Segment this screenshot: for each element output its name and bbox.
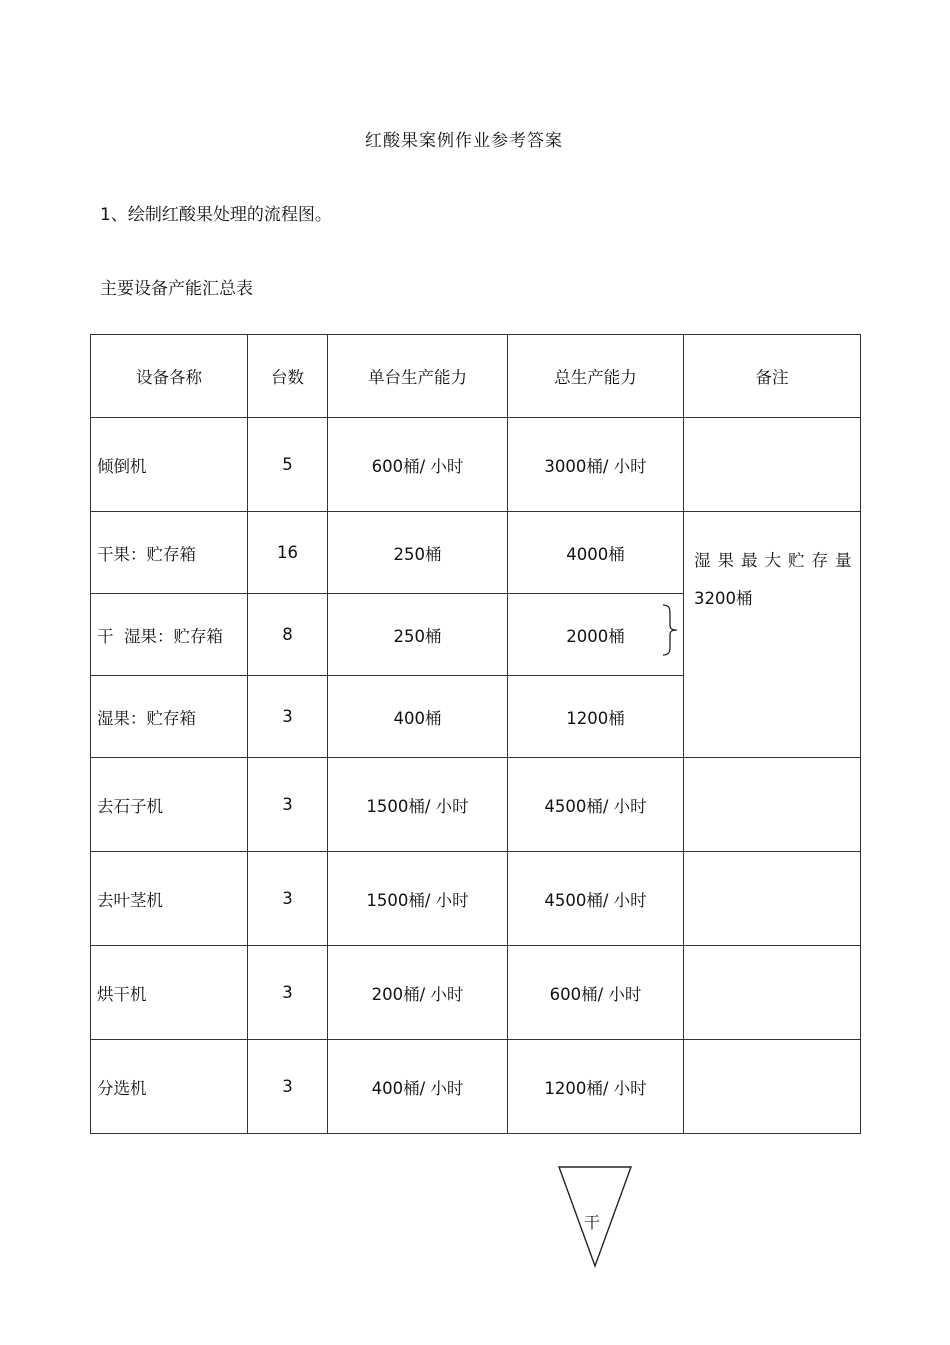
header-total-capacity: 总生产能力 (508, 335, 684, 418)
cell-count: 3 (248, 852, 328, 946)
header-equipment-name: 设备各称 (91, 335, 248, 418)
table-row (91, 852, 861, 946)
cell-name: 去石子机 (91, 758, 248, 852)
equipment-capacity-table (90, 334, 861, 1134)
cell-name: 干果：贮存箱 (91, 512, 248, 594)
cell-count: 8 (248, 594, 328, 676)
cell-count: 3 (248, 946, 328, 1040)
cell-single: 200桶/ 小时 (328, 946, 508, 1040)
cell-total: 3000桶/ 小时 (508, 418, 684, 512)
cell-single: 400桶/ 小时 (328, 1040, 508, 1134)
merged-note-cell (684, 512, 861, 758)
table-header-row (91, 335, 861, 418)
cell-total: 600桶/ 小时 (508, 946, 684, 1040)
cell-name: 倾倒机 (91, 418, 248, 512)
cell-note (684, 946, 861, 1040)
cell-name: 分选机 (91, 1040, 248, 1134)
table-row (91, 1040, 861, 1134)
note-max-storage-value: 3200桶 (694, 589, 753, 608)
cell-count: 16 (248, 512, 328, 594)
cell-total: 2000桶 (508, 594, 684, 676)
header-count: 台数 (248, 335, 328, 418)
header-single-capacity: 单台生产能力 (328, 335, 508, 418)
cell-single: 1500桶/ 小时 (328, 758, 508, 852)
question-text: 1、绘制红酸果处理的流程图。 (100, 205, 332, 225)
cell-name: 湿果：贮存箱 (91, 676, 248, 758)
cell-single: 250桶 (328, 512, 508, 594)
cell-total: 4500桶/ 小时 (508, 758, 684, 852)
cell-total: 1200桶 (508, 676, 684, 758)
cell-name: 烘干机 (91, 946, 248, 1040)
table-row (91, 946, 861, 1040)
page-title: 红酸果案例作业参考答案 (365, 131, 563, 151)
cell-note (684, 1040, 861, 1134)
cell-total: 4500桶/ 小时 (508, 852, 684, 946)
cell-name: 干 湿果：贮存箱 (91, 594, 248, 676)
cell-single: 600桶/ 小时 (328, 418, 508, 512)
cell-total: 1200桶/ 小时 (508, 1040, 684, 1134)
cell-single: 400桶 (328, 676, 508, 758)
table-row (91, 512, 861, 594)
header-note: 备注 (684, 335, 861, 418)
funnel-label: 干 (584, 1213, 601, 1232)
table-caption: 主要设备产能汇总表 (100, 279, 253, 299)
table-row (91, 418, 861, 512)
curly-brace-icon (660, 603, 680, 657)
cell-note (684, 852, 861, 946)
cell-single: 250桶 (328, 594, 508, 676)
cell-count: 3 (248, 758, 328, 852)
cell-note (684, 418, 861, 512)
note-max-storage-label: 湿果最大贮存量 (694, 551, 859, 570)
cell-name: 去叶茎机 (91, 852, 248, 946)
cell-count: 5 (248, 418, 328, 512)
cell-note (684, 758, 861, 852)
cell-count: 3 (248, 1040, 328, 1134)
table-row (91, 758, 861, 852)
cell-total: 4000桶 (508, 512, 684, 594)
cell-single: 1500桶/ 小时 (328, 852, 508, 946)
cell-count: 3 (248, 676, 328, 758)
